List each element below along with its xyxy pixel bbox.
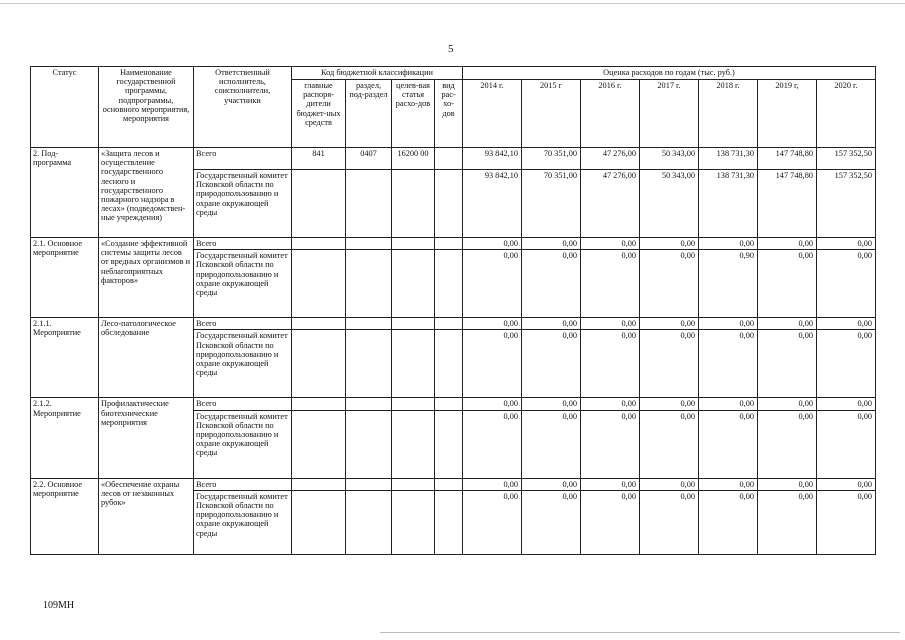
cell-value: 0,00 xyxy=(463,250,522,318)
cell-value: 0,00 xyxy=(581,398,640,410)
cell-value: 0,00 xyxy=(640,318,699,330)
header-year: 2014 г. xyxy=(463,80,522,148)
cell-value: 0,00 xyxy=(758,330,817,398)
cell-value: 0,00 xyxy=(522,318,581,330)
cell-value: 157 352,50 xyxy=(817,148,876,170)
cell-responsible: Государственный комитет Псковской области по природопользованию и охране окружающей среды xyxy=(194,250,292,318)
cell-code-main xyxy=(292,238,346,250)
table-row xyxy=(31,398,876,410)
cell-code-section xyxy=(346,318,392,330)
table-row xyxy=(31,318,876,330)
cell-value: 0,90 xyxy=(699,250,758,318)
cell-value: 0,00 xyxy=(463,318,522,330)
cell-value: 0,00 xyxy=(463,398,522,410)
cell-value: 0,00 xyxy=(581,250,640,318)
header-responsible: Ответственный исполнитель, соисполнители, участники xyxy=(194,67,292,148)
cell-value: 0,00 xyxy=(817,330,876,398)
cell-code-target xyxy=(392,330,435,398)
cell-code-target: 16200 00 xyxy=(392,148,435,170)
cell-value: 0,00 xyxy=(463,330,522,398)
cell-value: 0,00 xyxy=(640,398,699,410)
cell-value: 0,00 xyxy=(581,490,640,554)
header-year: 2016 г. xyxy=(581,80,640,148)
header-year: 2018 г. xyxy=(699,80,758,148)
cell-value: 70 351,00 xyxy=(522,170,581,238)
cell-code-main xyxy=(292,490,346,554)
header-budget-code: Код бюджетной классификации xyxy=(292,67,463,80)
cell-value: 0,00 xyxy=(817,478,876,490)
cell-value: 0,00 xyxy=(758,490,817,554)
cell-value: 47 276,00 xyxy=(581,170,640,238)
cell-value: 0,00 xyxy=(522,398,581,410)
cell-name: Лесо-патологическое обследование xyxy=(99,318,194,398)
cell-value: 70 351,00 xyxy=(522,148,581,170)
cell-value: 157 352,50 xyxy=(817,170,876,238)
header-code-type: вид рас-хо-дов xyxy=(435,80,463,148)
cell-status: 2.1.2. Мероприятие xyxy=(31,398,99,478)
header-code-main: главные распоря-дители бюджет-ных средств xyxy=(292,80,346,148)
header-year: 2015 г xyxy=(522,80,581,148)
cell-name: «Защита лесов и осуществление государственного лесного и государственного пожарного надзора в лесах» (подведомствен-ные учреждения) xyxy=(99,148,194,238)
cell-code-section xyxy=(346,330,392,398)
cell-value: 0,00 xyxy=(817,410,876,478)
cell-value: 0,00 xyxy=(581,318,640,330)
cell-value: 0,00 xyxy=(817,318,876,330)
cell-code-type xyxy=(435,250,463,318)
cell-status: 2.2. Основное мероприятие xyxy=(31,478,99,554)
cell-code-main xyxy=(292,170,346,238)
cell-value: 0,00 xyxy=(581,238,640,250)
cell-status: 2. Под-программа xyxy=(31,148,99,238)
header-status: Статус xyxy=(31,67,99,148)
cell-code-section xyxy=(346,490,392,554)
cell-value: 0,00 xyxy=(699,478,758,490)
cell-code-target xyxy=(392,250,435,318)
cell-value: 0,00 xyxy=(640,478,699,490)
header-year: 2019 г, xyxy=(758,80,817,148)
cell-value: 0,00 xyxy=(817,398,876,410)
cell-value: 0,00 xyxy=(699,318,758,330)
cell-value: 0,00 xyxy=(522,250,581,318)
cell-code-type xyxy=(435,478,463,490)
cell-value: 0,00 xyxy=(758,478,817,490)
cell-value: 0,00 xyxy=(758,398,817,410)
cell-value: 0,00 xyxy=(817,238,876,250)
cell-value: 0,00 xyxy=(522,478,581,490)
cell-code-type xyxy=(435,330,463,398)
cell-value: 0,00 xyxy=(463,490,522,554)
cell-responsible: Государственный комитет Псковской области по природопользованию и охране окружающей среды xyxy=(194,490,292,554)
cell-name: «Создание эффективной системы защиты лесов от вредных организмов и неблагоприятных факторов» xyxy=(99,238,194,318)
cell-responsible: Государственный комитет Псковской области по природопользованию и охране окружающей среды xyxy=(194,170,292,238)
cell-value: 0,00 xyxy=(640,238,699,250)
cell-value: 0,00 xyxy=(817,490,876,554)
cell-code-target xyxy=(392,318,435,330)
cell-value: 0,00 xyxy=(640,410,699,478)
table-row xyxy=(31,148,876,170)
cell-code-target xyxy=(392,490,435,554)
cell-code-type xyxy=(435,490,463,554)
cell-status: 2.1. Основное мероприятие xyxy=(31,238,99,318)
header-code-target: целев-вая статья расхо-дов xyxy=(392,80,435,148)
cell-code-section xyxy=(346,238,392,250)
cell-responsible: Всего xyxy=(194,238,292,250)
cell-code-section xyxy=(346,398,392,410)
cell-value: 0,00 xyxy=(581,410,640,478)
cell-value: 0,00 xyxy=(522,238,581,250)
cell-value: 0,00 xyxy=(699,490,758,554)
cell-code-main xyxy=(292,478,346,490)
cell-value: 138 731,30 xyxy=(699,148,758,170)
cell-responsible: Всего xyxy=(194,148,292,170)
cell-value: 147 748,80 xyxy=(758,170,817,238)
cell-value: 0,00 xyxy=(522,330,581,398)
cell-code-section xyxy=(346,410,392,478)
cell-code-target xyxy=(392,398,435,410)
header-year: 2017 г. xyxy=(640,80,699,148)
cell-value: 0,00 xyxy=(522,410,581,478)
page-number: 5 xyxy=(448,43,454,55)
cell-code-section: 0407 xyxy=(346,148,392,170)
cell-value: 47 276,00 xyxy=(581,148,640,170)
cell-code-type xyxy=(435,410,463,478)
cell-value: 50 343,00 xyxy=(640,170,699,238)
cell-value: 0,00 xyxy=(699,238,758,250)
cell-value: 0,00 xyxy=(817,250,876,318)
cell-value: 0,00 xyxy=(699,330,758,398)
cell-value: 0,00 xyxy=(640,490,699,554)
cell-code-section xyxy=(346,478,392,490)
cell-responsible: Всего xyxy=(194,398,292,410)
cell-value: 0,00 xyxy=(699,398,758,410)
document-code: 109МН xyxy=(43,600,75,611)
table-row xyxy=(31,478,876,490)
cell-code-main: 841 xyxy=(292,148,346,170)
cell-value: 0,00 xyxy=(463,478,522,490)
scan-edge-line xyxy=(380,632,900,633)
cell-value: 0,00 xyxy=(758,250,817,318)
header-year: 2020 г. xyxy=(817,80,876,148)
cell-code-main xyxy=(292,398,346,410)
cell-value: 0,00 xyxy=(758,318,817,330)
cell-code-target xyxy=(392,410,435,478)
header-code-section: раздел, под-раздел xyxy=(346,80,392,148)
header-name: Наименование государственной программы, подпрограммы, основного мероприятия, мероприятия xyxy=(99,67,194,148)
cell-responsible: Государственный комитет Псковской области по природопользованию и охране окружающей среды xyxy=(194,330,292,398)
cell-code-type xyxy=(435,148,463,170)
cell-code-main xyxy=(292,330,346,398)
cell-code-type xyxy=(435,398,463,410)
cell-name: «Обеспечение охраны лесов от незаконных рубок» xyxy=(99,478,194,554)
cell-code-target xyxy=(392,238,435,250)
cell-value: 93 842,10 xyxy=(463,170,522,238)
cell-status: 2.1.1. Мероприятие xyxy=(31,318,99,398)
cell-value: 138 731,30 xyxy=(699,170,758,238)
cell-code-section xyxy=(346,250,392,318)
cell-value: 0,00 xyxy=(699,410,758,478)
cell-value: 50 343,00 xyxy=(640,148,699,170)
cell-value: 0,00 xyxy=(640,250,699,318)
cell-code-target xyxy=(392,478,435,490)
scan-edge-line xyxy=(0,3,905,4)
cell-value: 0,00 xyxy=(463,410,522,478)
cell-code-type xyxy=(435,318,463,330)
cell-value: 0,00 xyxy=(640,330,699,398)
cell-value: 0,00 xyxy=(463,238,522,250)
budget-table xyxy=(30,66,876,555)
cell-code-type xyxy=(435,170,463,238)
cell-value: 0,00 xyxy=(581,330,640,398)
cell-value: 147 748,80 xyxy=(758,148,817,170)
cell-value: 0,00 xyxy=(758,410,817,478)
header-estimate: Оценка расходов по годам (тыс. руб.) xyxy=(463,67,876,80)
cell-responsible: Всего xyxy=(194,318,292,330)
cell-value: 93 842,10 xyxy=(463,148,522,170)
cell-responsible: Всего xyxy=(194,478,292,490)
cell-code-main xyxy=(292,410,346,478)
cell-value: 0,00 xyxy=(758,238,817,250)
cell-code-main xyxy=(292,250,346,318)
cell-value: 0,00 xyxy=(581,478,640,490)
cell-code-section xyxy=(346,170,392,238)
cell-name: Профилактические биотехнические мероприятия xyxy=(99,398,194,478)
cell-code-main xyxy=(292,318,346,330)
cell-responsible: Государственный комитет Псковской области по природопользованию и охране окружающей среды xyxy=(194,410,292,478)
table-row xyxy=(31,238,876,250)
cell-code-target xyxy=(392,170,435,238)
cell-code-type xyxy=(435,238,463,250)
cell-value: 0,00 xyxy=(522,490,581,554)
